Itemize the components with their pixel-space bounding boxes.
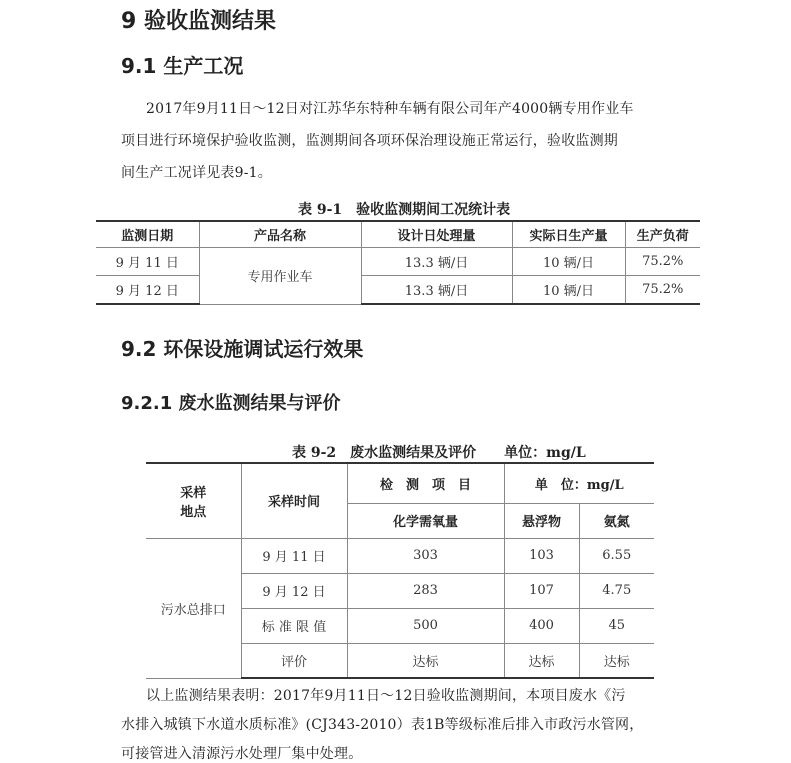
table-cell-cod: 303 [347, 538, 504, 573]
table-cell-actual: 10 辆/日 [512, 248, 625, 276]
table-cell-time: 9 月 12 日 [241, 573, 347, 608]
table-cell-cod: 500 [347, 608, 504, 643]
table-9-1-caption: 表 9-1 验收监测期间工况统计表 [298, 202, 511, 218]
table-9-2-header-nh: 氨氮 [579, 503, 654, 538]
table-cell-nh: 6.55 [579, 538, 654, 573]
table-row [96, 276, 700, 305]
table-9-1-header-cell: 监测日期 [96, 221, 199, 248]
table-cell-ss: 107 [504, 573, 579, 608]
table-9-1-header-cell: 产品名称 [199, 221, 361, 248]
table-cell-actual: 10 辆/日 [512, 276, 625, 305]
paragraph-1-line-2: 项目进行环境保护验收监测，监测期间各项环保治理设施正常运行，验收监测期 [121, 133, 618, 149]
table-9-2-caption: 表 9-2 废水监测结果及评价 单位：mg/L [292, 445, 586, 461]
table-cell-ss: 400 [504, 608, 579, 643]
table-cell-nh: 4.75 [579, 573, 654, 608]
paragraph-2-line-1: 以上监测结果表明：2017年9月11日～12日验收监测期间，本项目废水《污 [146, 688, 626, 704]
table-cell-time: 评价 [241, 643, 347, 678]
table-9-1-header-cell: 生产负荷 [625, 221, 700, 248]
paragraph-1-line-1: 2017年9月11日～12日对江苏华东特种车辆有限公司年产4000辆专用作业车 [146, 101, 634, 117]
table-row [96, 248, 700, 276]
table-9-1-header-row [96, 221, 700, 248]
table-9-2 [146, 462, 654, 679]
table-9-2-header-site-line-2: 地点 [180, 504, 207, 520]
table-9-2-header-cod: 化学需氧量 [347, 503, 504, 538]
table-cell-site: 污水总排口 [146, 538, 241, 678]
table-cell-time: 9 月 11 日 [241, 538, 347, 573]
table-cell-load: 75.2% [625, 248, 700, 276]
table-cell-design: 13.3 辆/日 [361, 248, 512, 276]
table-cell-date: 9 月 11 日 [96, 248, 199, 276]
paragraph-1-line-3: 间生产工况详见表9-1。 [121, 165, 272, 181]
table-cell-design: 13.3 辆/日 [361, 276, 512, 305]
table-cell-nh: 45 [579, 608, 654, 643]
table-cell-ss: 达标 [504, 643, 579, 678]
table-9-2-header-site [146, 463, 241, 538]
heading-section-9: 9 验收监测结果 [121, 9, 276, 34]
table-9-2-header-time: 采样时间 [241, 463, 347, 538]
table-cell-time: 标 准 限 值 [241, 608, 347, 643]
table-cell-nh: 达标 [579, 643, 654, 678]
table-9-1-header-cell: 实际日生产量 [512, 221, 625, 248]
table-cell-cod: 达标 [347, 643, 504, 678]
table-cell-load: 75.2% [625, 276, 700, 305]
table-9-1-header-cell: 设计日处理量 [361, 221, 512, 248]
table-9-2-header-ss: 悬浮物 [504, 503, 579, 538]
table-cell-date: 9 月 12 日 [96, 276, 199, 305]
table-9-2-header-items: 检 测 项 目 [347, 463, 504, 503]
paragraph-2-line-2: 水排入城镇下水道水质标准》(CJ343-2010）表1B等级标准后排入市政污水管网， [121, 717, 644, 733]
table-9-2-header-row [146, 463, 654, 503]
table-cell-cod: 283 [347, 573, 504, 608]
table-cell-product: 专用作业车 [199, 248, 361, 305]
heading-section-9-1: 9.1 生产工况 [121, 54, 244, 78]
table-9-2-header-site-line-1: 采样 [180, 485, 207, 501]
table-row [146, 538, 654, 573]
table-cell-ss: 103 [504, 538, 579, 573]
table-9-2-header-unit: 单 位：mg/L [504, 463, 654, 503]
paragraph-2-line-3: 可接管进入清源污水处理厂集中处理。 [121, 746, 363, 762]
table-9-1 [96, 220, 700, 305]
heading-section-9-2-1: 9.2.1 废水监测结果与评价 [121, 393, 341, 414]
heading-section-9-2: 9.2 环保设施调试运行效果 [121, 337, 364, 361]
